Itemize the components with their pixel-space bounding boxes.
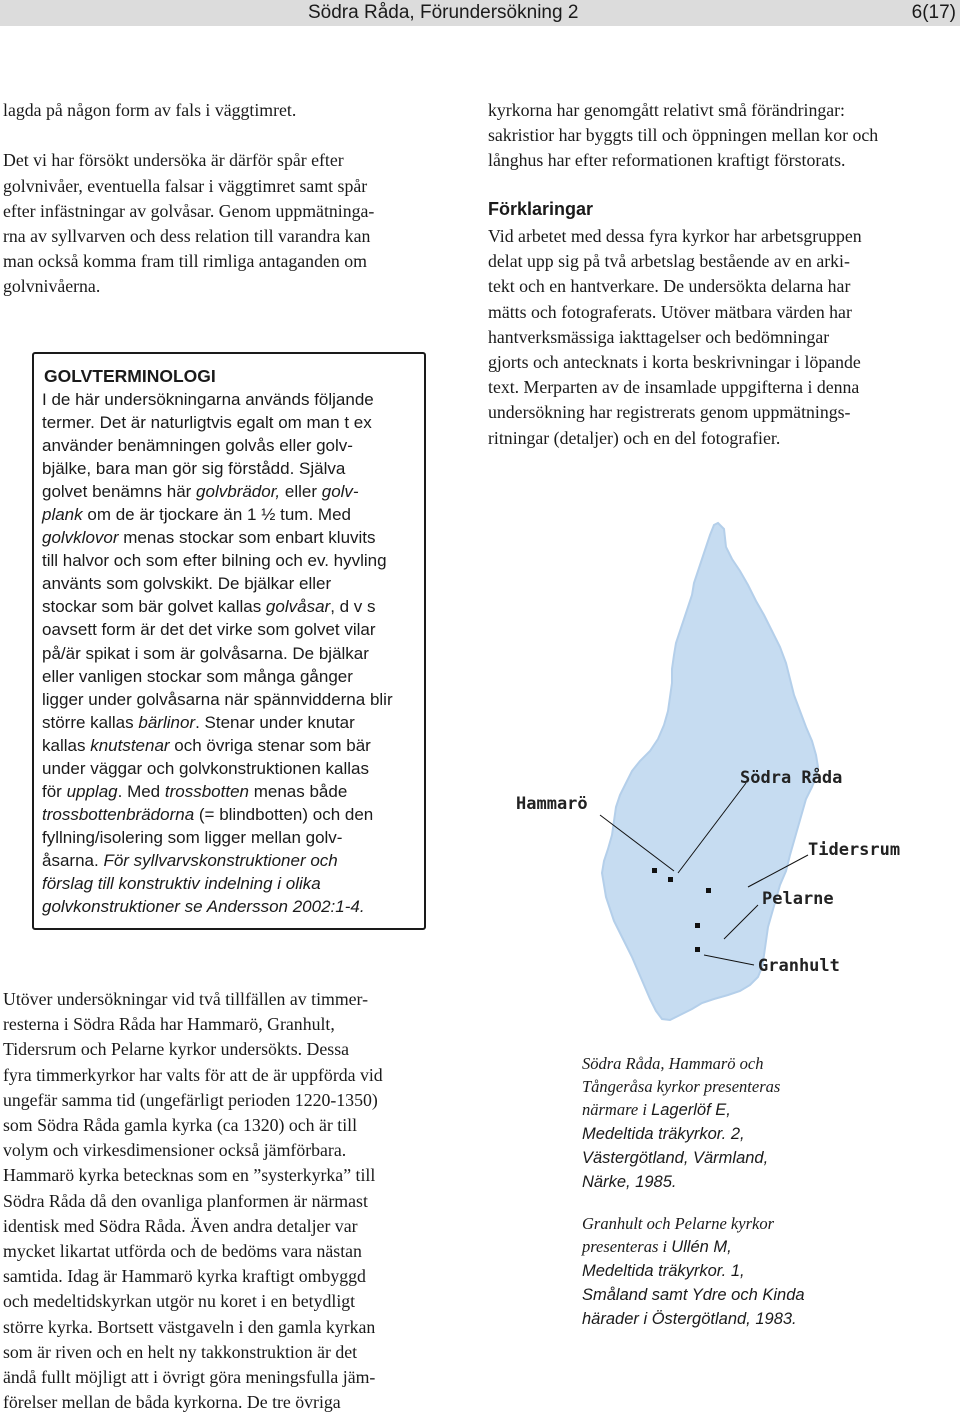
text-line bbox=[42, 411, 393, 434]
text-run: (= blindbotten) och den bbox=[194, 804, 374, 824]
text-line bbox=[42, 688, 393, 711]
text-line: samtida. Idag är Hammarö kyrka kraftigt ombyggd bbox=[3, 1266, 366, 1287]
text-line bbox=[582, 1098, 780, 1122]
text-run: För syllvarvskonstruktioner och bbox=[103, 850, 338, 870]
text-run: Västergötland, Värmland, bbox=[582, 1149, 769, 1167]
text-line bbox=[582, 1052, 780, 1075]
text-line: förelser mellan de båda kyrkorna. De tre övriga bbox=[3, 1392, 341, 1413]
text-line: ritningar (detaljer) och en del fotografier. bbox=[488, 427, 781, 448]
text-line: golvnivåerna. bbox=[3, 276, 101, 297]
text-line: gjorts och antecknats i korta beskrivningar i löpande bbox=[488, 352, 861, 373]
text-run: bjälke, bara man gör sig förstådd. Själva bbox=[42, 459, 346, 479]
text-line: volym och virkesdimensioner också jämförbara. bbox=[3, 1140, 347, 1161]
tidersrum-marker bbox=[706, 888, 711, 893]
text-line bbox=[42, 895, 393, 918]
text-run: till halvor och som efter bilning och ev. hyvling bbox=[42, 551, 387, 571]
text-line: mycket likartat utförda och de bedöms vara nästan bbox=[3, 1241, 362, 1262]
hammaro-label: Hammarö bbox=[516, 794, 588, 814]
text-run: under väggar och golvkonstruktionen kallas bbox=[42, 758, 369, 778]
text-run: plank bbox=[42, 505, 83, 525]
text-run: på/är spikat i som är golvåsarna. De bjälkar bbox=[42, 643, 369, 663]
text-line bbox=[42, 734, 393, 757]
text-line: ändå fullt möjligt att i övrigt göra meningsfulla jäm- bbox=[3, 1367, 376, 1388]
text-run: trossbotten bbox=[164, 781, 249, 801]
text-run: Medeltida träkyrkor. 1, bbox=[582, 1262, 745, 1280]
text-run: upplag bbox=[66, 781, 118, 801]
text-line: och medeltidskyrkan utgör nu koret i en betydligt bbox=[3, 1291, 356, 1312]
text-line: större kyrka. Bortsett västgaveln i den gamla kyrkan bbox=[3, 1316, 376, 1337]
text-run: Närke, 1985. bbox=[582, 1173, 677, 1191]
text-line: kyrkorna har genomgått relativt små förändringar: bbox=[488, 100, 845, 120]
text-line bbox=[582, 1212, 805, 1235]
text-run: eller vanligen stockar som många gånger bbox=[42, 666, 353, 686]
text-line bbox=[42, 642, 393, 665]
text-line: fyra timmerkyrkor har valts för att de är uppförda vid bbox=[3, 1064, 383, 1085]
text-run: menas stockar som enbart kluvits bbox=[118, 528, 376, 548]
text-line: ungefär samma tid (ungefärligt perioden 1220-1350) bbox=[3, 1089, 378, 1110]
text-line: efter infästningar av golvåsar. Genom uppmätninga- bbox=[3, 200, 375, 221]
page-header bbox=[0, 0, 960, 26]
text-run: golvåsar bbox=[265, 597, 331, 617]
text-line bbox=[582, 1170, 780, 1194]
terminology-box bbox=[32, 352, 426, 930]
text-line bbox=[42, 618, 393, 641]
text-line bbox=[42, 595, 393, 618]
text-run: närmare i bbox=[582, 1100, 652, 1119]
text-run: presenteras i bbox=[582, 1237, 672, 1256]
text-run: Medeltida träkyrkor. 2, bbox=[582, 1125, 745, 1143]
forklaringar-heading: Förklaringar bbox=[488, 199, 594, 219]
text-run: bärlinor bbox=[138, 712, 196, 732]
text-run: golvbrädor, bbox=[196, 482, 281, 502]
text-line: text. Merparten av de insamlade uppgifterna i denna bbox=[488, 377, 860, 398]
text-line bbox=[42, 503, 393, 526]
hammaro-marker bbox=[668, 877, 673, 882]
text-run: . Med bbox=[117, 781, 165, 801]
text-line: golvnivåer, eventuella falsar i väggtimret samt spår bbox=[3, 175, 368, 196]
text-line bbox=[582, 1235, 805, 1259]
churches-selection-paragraph bbox=[3, 987, 383, 1415]
sodra-rada-marker bbox=[652, 868, 657, 873]
text-line bbox=[582, 1259, 805, 1283]
text-run: om de är tjockare än 1 ½ tum. Med bbox=[82, 505, 351, 525]
text-run: fyllning/isolering som ligger mellan golv- bbox=[42, 827, 343, 847]
text-run: termer. Det är naturligtvis egalt om man t ex bbox=[42, 413, 372, 433]
text-run: använts som golvskikt. De bjälkar eller bbox=[42, 574, 332, 594]
text-line: Vid arbetet med dessa fyra kyrkor har arbetsgruppen bbox=[488, 226, 862, 246]
text-line bbox=[42, 434, 393, 457]
text-line: undersökning har registrerats genom uppmätnings- bbox=[488, 402, 851, 423]
text-run: I de här undersökningarna används följande bbox=[42, 390, 374, 409]
text-line bbox=[42, 457, 393, 480]
text-line bbox=[42, 572, 393, 595]
text-line: Utöver undersökningar vid två tillfällen av timmer- bbox=[3, 989, 369, 1009]
text-line: Södra Råda då den ovanliga planformen är närmast bbox=[3, 1190, 368, 1211]
text-run: golvkonstruktioner se Andersson 2002:1-4. bbox=[42, 897, 365, 917]
text-run: , d v s bbox=[330, 597, 376, 617]
reference-note-ullen bbox=[582, 1212, 805, 1331]
text-run: Tångeråsa kyrkor presenteras bbox=[582, 1077, 781, 1096]
text-run: Granhult och Pelarne kyrkor bbox=[582, 1214, 774, 1233]
text-line: Hammarö kyrka betecknas som en ”systerkyrka” till bbox=[3, 1165, 376, 1186]
text-line bbox=[42, 665, 393, 688]
terminology-body bbox=[42, 388, 393, 918]
text-line: Tidersrum och Pelarne kyrkor undersökts. Dessa bbox=[3, 1039, 350, 1060]
text-line bbox=[42, 849, 393, 872]
text-line bbox=[42, 388, 393, 411]
text-run: härader i Östergötland, 1983. bbox=[582, 1310, 797, 1328]
text-run: Ullén M, bbox=[671, 1238, 732, 1256]
pelarne-label: Pelarne bbox=[762, 889, 834, 909]
text-line: mätts och fotograferats. Utöver mätbara värden har bbox=[488, 301, 852, 322]
text-line: man också komma fram till rimliga antaganden om bbox=[3, 251, 367, 272]
text-line bbox=[582, 1075, 780, 1098]
terminology-heading: GOLVTERMINOLOGI bbox=[44, 366, 216, 386]
text-line: rna av syllvarven och dess relation till varandra kan bbox=[3, 226, 371, 247]
text-run: Småland samt Ydre och Kinda bbox=[582, 1286, 805, 1304]
text-line bbox=[582, 1122, 780, 1146]
text-run: oavsett form är det det virke som golvet vilar bbox=[42, 620, 376, 640]
text-run: menas både bbox=[248, 781, 348, 801]
text-line: delat upp sig på två arbetslag bestående av en arki- bbox=[488, 251, 850, 272]
text-run: . Stenar under knutar bbox=[195, 712, 355, 732]
text-run: Södra Råda, Hammarö och bbox=[582, 1054, 764, 1073]
text-run: kallas bbox=[42, 735, 91, 755]
text-run: knutstenar bbox=[90, 735, 170, 755]
sweden-map bbox=[500, 515, 960, 1040]
text-line bbox=[42, 826, 393, 849]
text-line bbox=[42, 480, 393, 503]
text-run: förslag till konstruktiv indelning i olika bbox=[42, 873, 321, 893]
text-run: ligger under golvåsarna när spännvidderna blir bbox=[42, 689, 393, 709]
intro-paragraph bbox=[3, 98, 374, 300]
text-line: sakristior har byggts till och öppningen mellan kor och bbox=[488, 125, 879, 146]
text-line bbox=[42, 757, 393, 780]
text-run: åsarna. bbox=[42, 850, 104, 870]
churches-changes-paragraph bbox=[488, 98, 878, 174]
text-run: och övriga stenar som bär bbox=[169, 735, 371, 755]
text-run: för bbox=[42, 781, 67, 801]
text-line: hantverksmässiga iakttagelser och bedömningar bbox=[488, 326, 830, 347]
granhult-label: Granhult bbox=[758, 956, 840, 976]
text-line: tekt och en hantverkare. De undersökta delarna har bbox=[488, 276, 851, 297]
text-run: golv- bbox=[321, 482, 359, 502]
text-line bbox=[42, 872, 393, 895]
text-line bbox=[582, 1146, 780, 1170]
text-line bbox=[3, 123, 374, 148]
document-title: Södra Råda, Förundersökning 2 bbox=[308, 2, 579, 23]
text-run: trossbottenbrädorna bbox=[42, 804, 195, 824]
text-run: större kallas bbox=[42, 712, 139, 732]
text-line bbox=[42, 803, 393, 826]
text-run: använder benämningen golvås eller golv- bbox=[42, 436, 353, 456]
pelarne-marker bbox=[695, 923, 700, 928]
tidersrum-label: Tidersrum bbox=[808, 840, 901, 860]
text-line: resterna i Södra Råda har Hammarö, Granhult, bbox=[3, 1014, 335, 1035]
reference-note-lagerlof bbox=[582, 1052, 780, 1194]
text-line: identisk med Södra Råda. Även andra detaljer var bbox=[3, 1215, 358, 1236]
text-line: som är riven och en helt ny takkonstruktion är det bbox=[3, 1341, 358, 1362]
page-number: 6(17) bbox=[911, 2, 956, 23]
text-line: som Södra Råda gamla kyrka (ca 1320) och är till bbox=[3, 1115, 358, 1136]
sodra-rada-label: Södra Råda bbox=[740, 768, 843, 788]
text-run: Lagerlöf E, bbox=[651, 1101, 731, 1119]
text-line bbox=[582, 1307, 805, 1331]
text-run: eller bbox=[280, 482, 322, 502]
text-line bbox=[42, 549, 393, 572]
text-run: stockar som bär golvet kallas bbox=[42, 597, 266, 617]
text-line: lagda på någon form av fals i väggtimret. bbox=[3, 100, 297, 120]
granhult-marker bbox=[695, 947, 700, 952]
text-line bbox=[42, 780, 393, 803]
text-run: golvklovor bbox=[42, 528, 119, 548]
text-line: långhus har efter reformationen kraftigt förstorats. bbox=[488, 150, 846, 171]
text-line: Det vi har försökt undersöka är därför spår efter bbox=[3, 150, 344, 171]
text-run: golvet benämns här bbox=[42, 482, 197, 502]
text-line bbox=[582, 1283, 805, 1307]
text-line bbox=[42, 526, 393, 549]
forklaringar-paragraph bbox=[488, 224, 862, 451]
text-line bbox=[42, 711, 393, 734]
